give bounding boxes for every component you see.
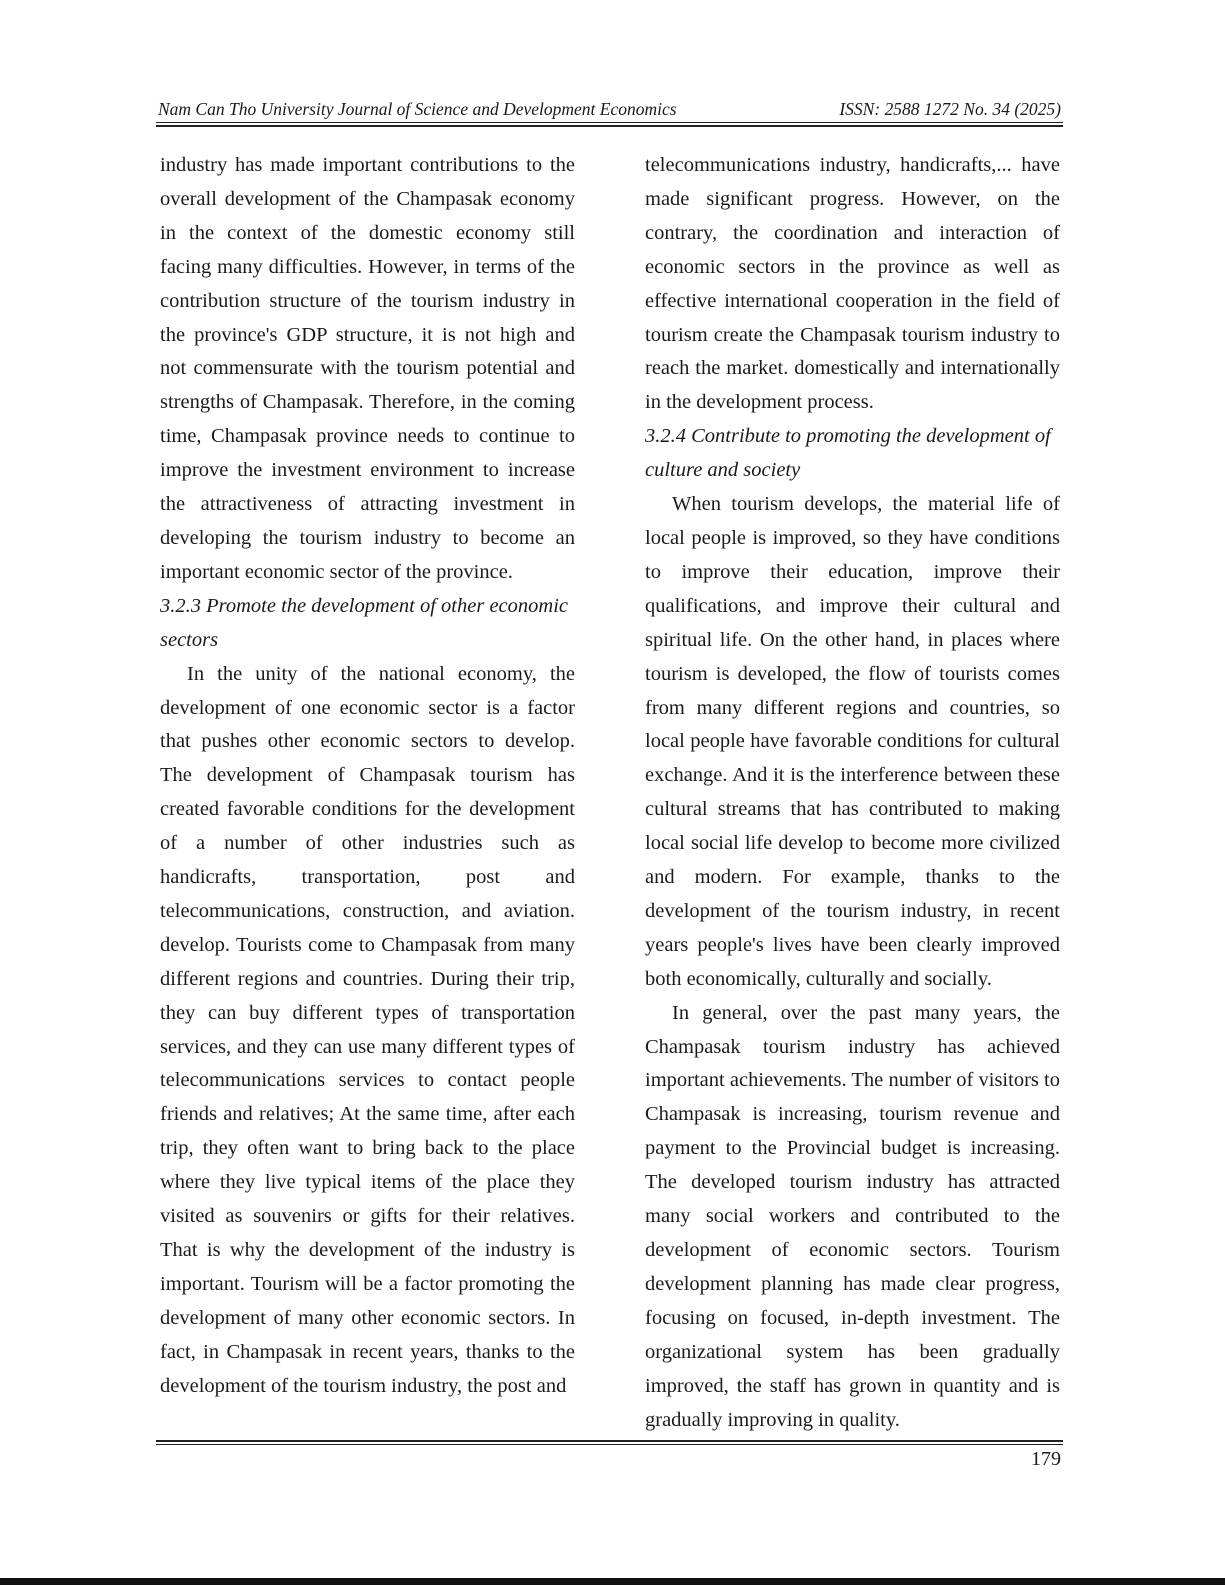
footer-rule-thin	[156, 1444, 1063, 1445]
journal-title: Nam Can Tho University Journal of Science and Development Economics	[158, 99, 677, 119]
right-column	[645, 149, 1060, 1437]
scan-border	[0, 1578, 1225, 1585]
footer-rule-thick	[156, 1440, 1063, 1442]
section-heading-3-2-4: 3.2.4 Contribute to promoting the development of culture and society	[645, 425, 1051, 482]
left-continued-paragraph: industry has made important contributions to the overall development of the Champasak economy in the context of the domestic economy still facing many difficulties. However, in terms of the contribution structure of the tourism industry in the province's GDP structure, it is not high and not commensurate with the tourism potential and strengths of Champasak. Therefore, in the coming time, Champasak province needs to continue to improve the investment environment to increase the attractiveness of attracting investment in developing the tourism industry to become an important economic sector of the province.	[160, 154, 575, 583]
left-column	[160, 149, 575, 1404]
section-heading-3-2-3: 3.2.3 Promote the development of other economic sectors	[160, 594, 568, 651]
right-continued-paragraph: telecommunications industry, handicrafts,... have made significant progress. However, on the contrary, the coordination and interaction of economic sectors in the province as well as effective international cooperation in the field of tourism create the Champasak tourism industry to reach the market. domestically and internationally in the development process.	[645, 154, 1060, 414]
issn-issue-info: ISSN: 2588 1272 No. 34 (2025)	[839, 99, 1061, 119]
section-3-2-3-paragraph: In the unity of the national economy, the development of one economic sector is a factor that pushes other economic sectors to develop. The development of Champasak tourism has created favorable conditions for the development of a number of other industries such as handicrafts, transportation, post and telecommunications, construction, and aviation. develop. Tourists come to Champasak from many different regions and countries. During their trip, they can buy different types of transportation services, and they can use many different types of telecommunications services to contact people friends and relatives; At the same time, after each trip, they often want to bring back to the place where they live typical items of the place they visited as souvenirs or gifts for their relatives. That is why the development of the industry is important. Tourism will be a factor promoting the development of many other economic sectors. In fact, in Champasak in recent years, thanks to the development of the tourism industry, the post and	[160, 662, 575, 1397]
summary-paragraph: In general, over the past many years, the Champasak tourism industry has achieved important achievements. The number of visitors to Champasak is increasing, tourism revenue and payment to the Provincial budget is increasing. The developed tourism industry has attracted many social workers and contributed to the development of economic sectors. Tourism development planning has made clear progress, focusing on focused, in-depth investment. The organizational system has been gradually improved, the staff has grown in quantity and is gradually improving in quality.	[645, 1001, 1060, 1431]
section-3-2-4-paragraph: When tourism develops, the material life of local people is improved, so they have conditions to improve their education, improve their qualifications, and improve their cultural and spiritual life. On the other hand, in places where tourism is developed, the flow of tourists comes from many different regions and countries, so local people have favorable conditions for cultural exchange. And it is the interference between these cultural streams that has contributed to making local social life develop to become more civilized and modern. For example, thanks to the development of the tourism industry, in recent years people's lives have been clearly improved both economically, culturally and socially.	[645, 493, 1060, 990]
running-header	[158, 96, 1061, 122]
header-rule-thick	[156, 125, 1063, 127]
header-rule-thin	[156, 122, 1063, 123]
page-number: 179	[1031, 1448, 1061, 1470]
